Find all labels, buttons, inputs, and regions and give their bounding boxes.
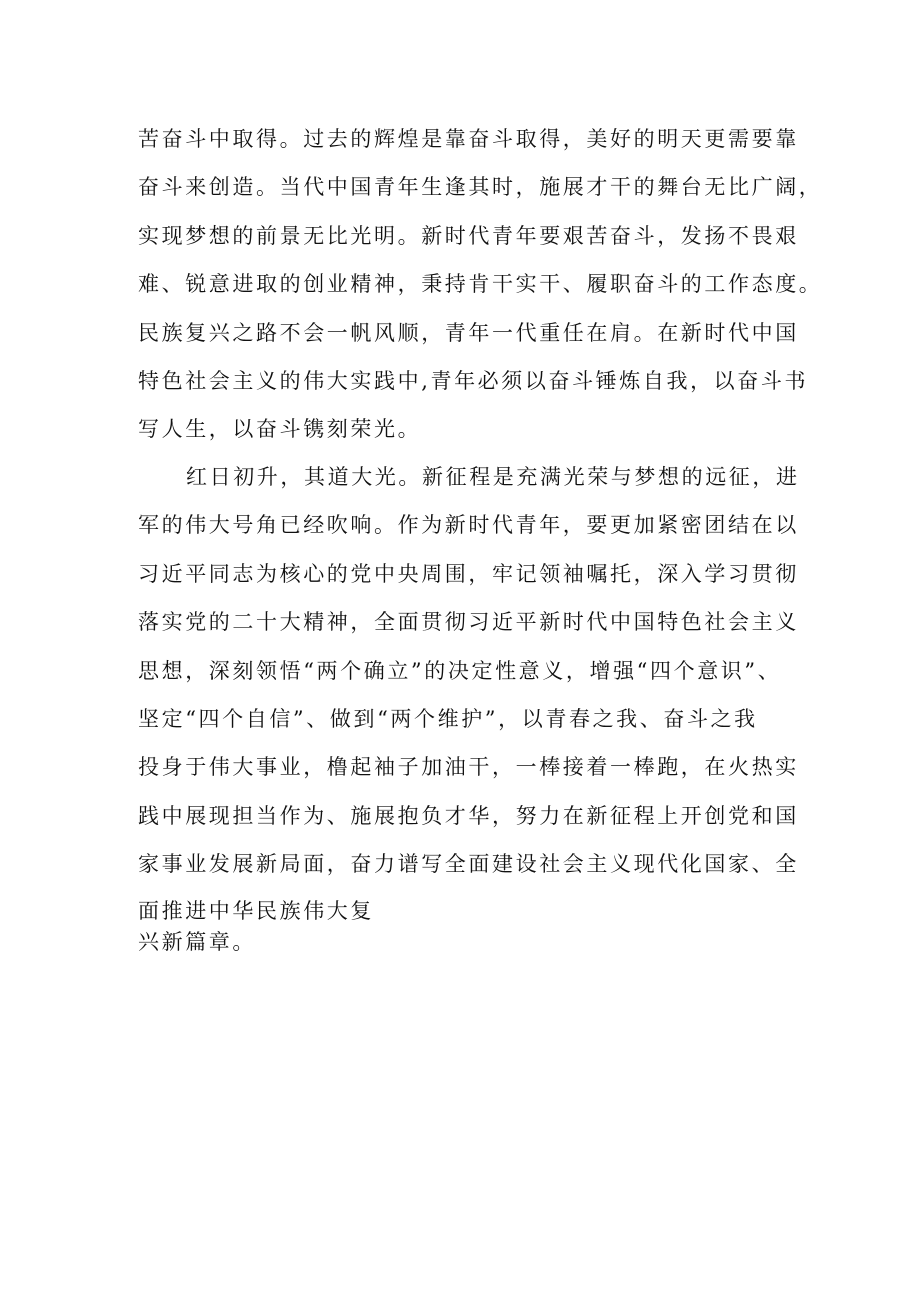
paragraph-1-line: 难、锐意进取的创业精神，秉持肯干实干、履职奋斗的工作态度。	[138, 272, 823, 297]
paragraph-1	[138, 115, 838, 454]
paragraph-2-line: 红日初升，其道大光。新征程是充满光荣与梦想的远征，进	[186, 465, 800, 489]
paragraph-1-line: 民族复兴之路不会一帆风顺，青年一代重任在肩。在新时代中国	[138, 320, 799, 345]
paragraph-2-line: 兴新篇章。	[138, 929, 256, 954]
paragraph-2-line: 思想，深刻领悟“两个确立”的决定性意义，增强“四个意识”、	[138, 658, 782, 683]
paragraph-2-line: 投身于伟大事业，橹起袖子加油干，一棒接着一棒跑，在火热实	[138, 755, 799, 780]
paragraph-2-line: 坚定“四个自信”、做到“两个维护”，以青春之我、奋斗之我	[138, 706, 758, 731]
paragraph-2-line: 习近平同志为核心的党中央周围，牢记领袖嘱托，深入学习贯彻	[138, 561, 799, 586]
paragraph-1-line: 特色社会主义的伟大实践中,青年必须以奋斗锤炼自我，以奋斗书	[138, 368, 809, 393]
paragraph-2-line: 落实党的二十大精神，全面贯彻习近平新时代中国特色社会主义	[138, 610, 799, 635]
paragraph-2-line: 面推进中华民族伟大复	[138, 898, 374, 923]
paragraph-2-line: 家事业发展新局面，奋力谱写全面建设社会主义现代化国家、全	[138, 852, 799, 877]
paragraph-1-line: 写人生，以奋斗镌刻荣光。	[138, 417, 422, 442]
paragraph-1-line: 奋斗来创造。当代中国青年生逢其时，施展才干的舞台无比广阔，	[138, 175, 823, 200]
paragraph-2-line: 践中展现担当作为、施展抱负才华，努力在新征程上开创党和国	[138, 803, 799, 828]
paragraph-2	[138, 453, 838, 957]
paragraph-1-line: 苦奋斗中取得。过去的辉煌是靠奋斗取得，美好的明天更需要靠	[138, 127, 799, 151]
paragraph-1-line: 实现梦想的前景无比光明。新时代青年要艰苦奋斗，发扬不畏艰	[138, 223, 799, 248]
paragraph-2-line: 军的伟大号角已经吹响。作为新时代青年，要更加紧密团结在以	[138, 513, 799, 538]
